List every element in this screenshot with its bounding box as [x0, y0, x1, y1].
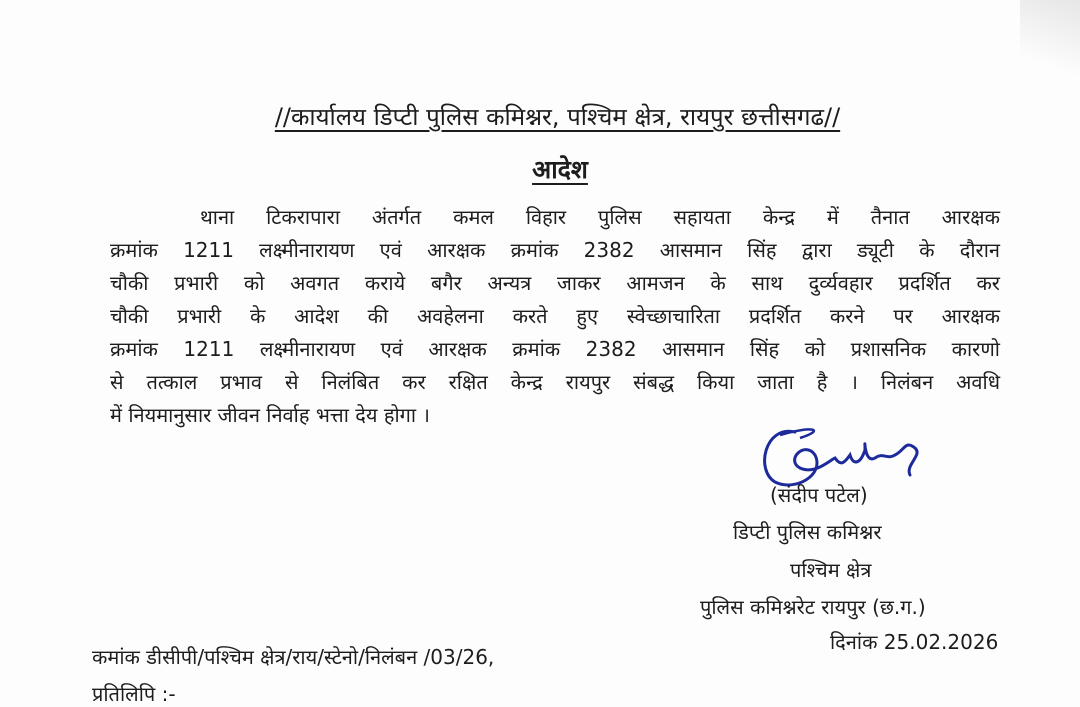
page-shadow	[1020, 0, 1080, 90]
body-line: चौकी प्रभारी के आदेश की अवहेलना करते हुए स्वेच्छाचारिता प्रदर्शित करने पर आरक्षक	[110, 304, 1000, 328]
office-heading: //कार्यालय डिप्टी पुलिस कमिश्नर, पश्चिम क्षेत्र, रायपुर छत्तीसगढ//	[274, 103, 841, 131]
order-date: दिनांक 25.02.2026	[830, 630, 999, 654]
body-line: क्रमांक 1211 लक्ष्मीनारायण एवं आरक्षक क्रमांक 2382 आसमान सिंह को प्रशासनिक कारणो	[110, 337, 1000, 361]
body-line: क्रमांक 1211 लक्ष्मीनारायण एवं आरक्षक क्रमांक 2382 आसमान सिंह द्वारा ड्यूटी के दौरान	[110, 238, 1000, 262]
body-line: में नियमानुसार जीवन निर्वाह भत्ता देय होगा ।	[110, 403, 431, 427]
body-line: से तत्काल प्रभाव से निलंबित कर रक्षित केन्द्र रायपुर संबद्ध किया जाता है । निलंबन अवधि	[110, 370, 1000, 394]
signatory-name: (संदीप पटेल)	[770, 483, 868, 507]
reference-number: कमांक डीसीपी/पश्चिम क्षेत्र/राय/स्टेनो/निलंबन /03/26,	[92, 645, 495, 669]
signatory-zone: पश्चिम क्षेत्र	[790, 558, 872, 582]
copy-to-label: प्रतिलिपि :-	[92, 682, 176, 706]
body-line: चौकी प्रभारी को अवगत कराये बगैर अन्यत्र जाकर आमजन के साथ दुर्व्यवहार प्रदर्शित कर	[110, 271, 1000, 295]
body-line: थाना टिकरापारा अंतर्गत कमल विहार पुलिस सहायता केन्द्र में तैनात आरक्षक	[200, 205, 1000, 229]
signatory-designation: डिप्टी पुलिस कमिश्नर	[733, 520, 882, 544]
order-title: आदेश	[532, 155, 588, 184]
signatory-office: पुलिस कमिश्नरेट रायपुर (छ.ग.)	[700, 595, 926, 619]
